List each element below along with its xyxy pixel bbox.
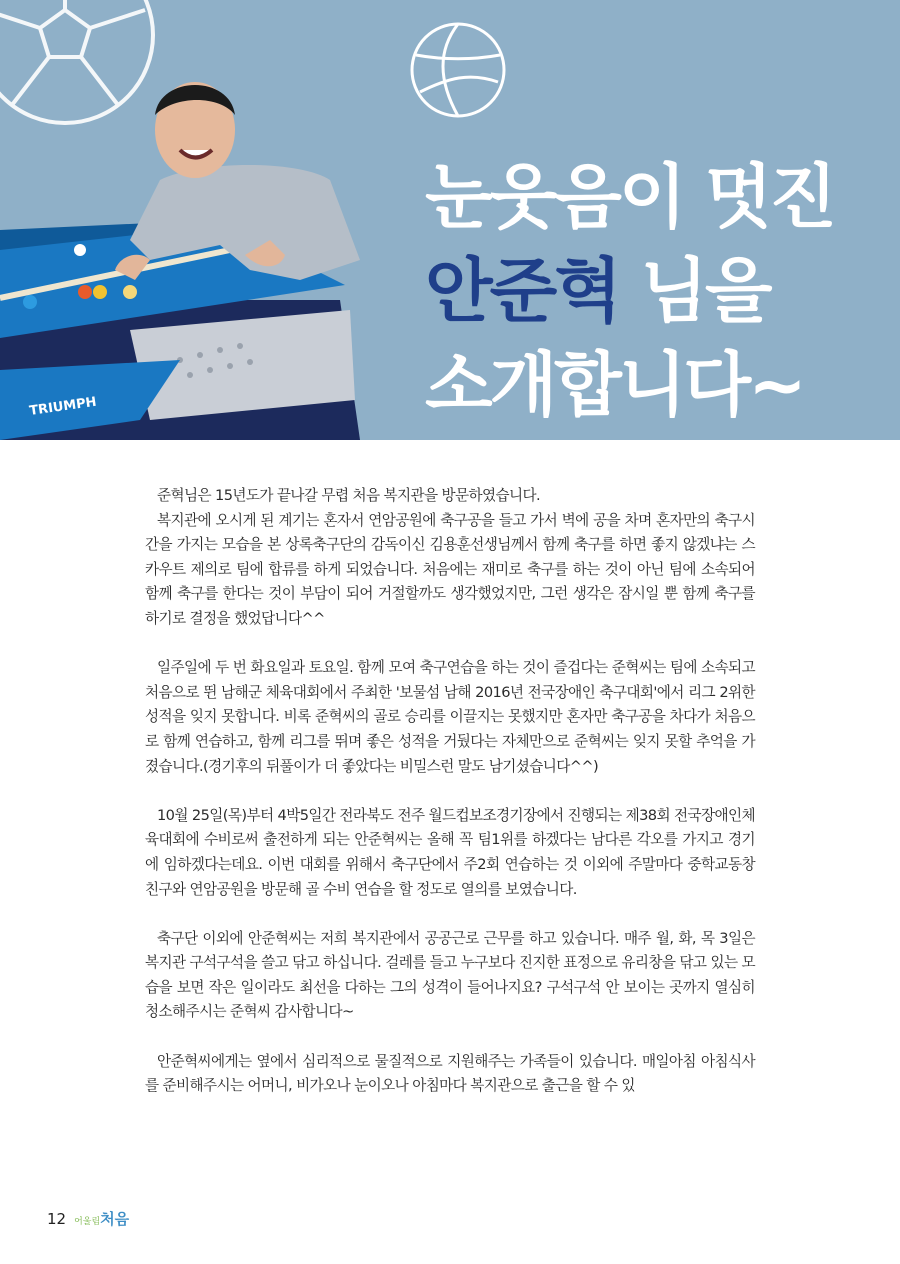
logo-small-text: 어울림 [74,1217,101,1227]
article-body [145,484,755,1123]
article-title [425,150,885,432]
title-line-2-rest: 님을 [618,250,770,332]
page-footer [47,1208,129,1229]
title-line-1: 눈웃음이 멋진 [425,156,835,238]
logo-big-text: 처음 [100,1210,130,1228]
title-line-3: 소개합니다~ [425,344,804,426]
table-brand-label: TRIUMPH [28,394,98,419]
paragraph: 일주일에 두 번 화요일과 토요일. 함께 모여 축구연습을 하는 것이 즐겁다는 준혁씨는 팀에 소속되고 처음으로 뛴 남해군 체육대회에서 주최한 '보물섬 남해 2016년 전국장애인 축구대회'에서 리그 2위한 성적을 잊지 못합니다. 비록 준혁씨의 골로 승리를 이끌지는 못했지만 혼자만 축구공을 차다가 처음으로 함께 연습하고, 함께 리그를 뛰며 좋은 성적을 거뒀다는 자체만으로 준혁씨는 잊지 못할 추억을 가졌습니다.(경기후의 뒤풀이가 더 좋았다는 비밀스런 말도 남기셨습니다^^) [145,659,755,775]
title-name: 안준혁 [425,250,619,332]
volleyball-icon [408,20,508,120]
page-number: 12 [47,1209,67,1228]
hero-banner [0,0,900,440]
paragraph: 10월 25일(목)부터 4박5일간 전라북도 전주 월드컵보조경기장에서 진행되는 제38회 전국장애인체육대회에 수비로써 출전하게 되는 안준혁씨는 올해 꼭 팀1위를 하겠다는 남다른 각오를 가지고 경기에 임하겠다는데요. 이번 대회를 위해서 축구단에서 주2회 연습하는 것 이외에 주말마다 중학교동창 친구와 연암공원을 방문해 골 수비 연습을 할 정도로 열의를 보였습니다. [145,806,755,898]
paragraph: 준혁님은 15년도가 끝나갈 무렵 처음 복지관을 방문하였습니다. [157,487,541,504]
man-playing-pool-photo [0,70,370,440]
paragraph: 복지관에 오시게 된 계기는 혼자서 연암공원에 축구공을 들고 가서 벽에 공을 차며 혼자만의 축구시간을 가지는 모습을 본 상록축구단의 감독이신 김용훈선생님께서 함께 축구를 하면 좋지 않겠냐는 스카우트 제의로 팀에 합류를 하게 되었습니다. 처음에는 재미로 축구를 하는 것이 아닌 팀에 소속되어 함께 축구를 한다는 것이 부담이 되어 거절할까도 생각했었지만, 그런 생각은 잠시일 뿐 함께 축구를 하기로 결정을 했었답니다^^ [145,511,755,627]
magazine-logo [74,1208,129,1229]
title-line-2 [425,244,885,338]
paragraph: 안준혁씨에게는 옆에서 심리적으로 물질적으로 지원해주는 가족들이 있습니다. 매일아침 아침식사를 준비해주시는 어머니, 비가오나 눈이오나 아침마다 복지관으로 출근을 할 수 있 [145,1052,755,1095]
paragraph: 축구단 이외에 안준혁씨는 저희 복지관에서 공공근로 근무를 하고 있습니다. 매주 월, 화, 목 3일은 복지관 구석구석을 쓸고 닦고 하십니다. 걸레를 들고 누구보다 진지한 표정으로 유리창을 닦고 있는 모습을 보면 작은 일이라도 최선을 다하는 그의 성격이 들어나지요? 구석구석 안 보이는 곳까지 열심히 청소해주시는 준혁씨 감사합니다~ [145,929,755,1021]
